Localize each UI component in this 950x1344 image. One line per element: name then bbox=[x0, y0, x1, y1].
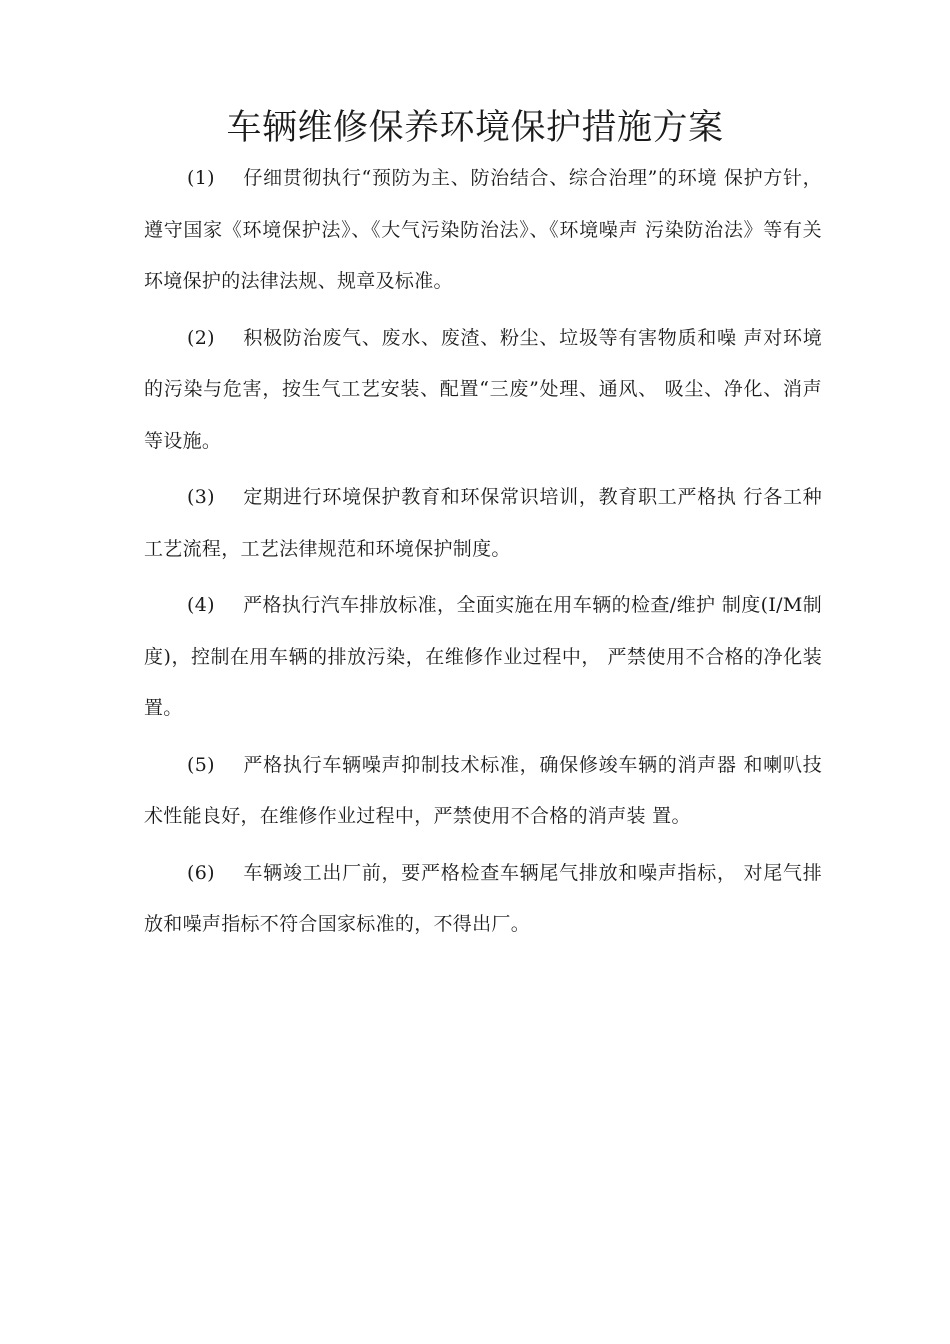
paragraph-number: (5) bbox=[187, 753, 215, 776]
paragraph-number: (3) bbox=[187, 486, 215, 508]
paragraph-text: 严格执行汽车排放标准，全面实施在用车辆的检查/维护 制度(I/M制度)，控制在用车辆的排放污染，在维修作业过程中， 严禁使用不合格的净化装置。 bbox=[144, 594, 822, 719]
paragraph-text: 定期进行环境保护教育和环保常识培训，教育职工严格执 行各工种工艺流程，工艺法律规范和环境保护制度。 bbox=[144, 486, 822, 560]
paragraph-text: 车辆竣工出厂前，要严格检查车辆尾气排放和噪声指标， 对尾气排放和噪声指标不符合国家标准的，不得出厂。 bbox=[144, 861, 822, 935]
paragraph-4 bbox=[144, 580, 822, 735]
document-body bbox=[144, 153, 822, 956]
paragraph-number: (6) bbox=[187, 861, 215, 884]
paragraph-number: (2) bbox=[187, 326, 215, 349]
paragraph-5 bbox=[144, 740, 822, 843]
paragraph-6 bbox=[144, 848, 822, 951]
paragraph-text: 积极防治废气、废水、废渣、粉尘、垃圾等有害物质和噪 声对环境的污染与危害，按生气工艺安装、配置“三废”处理、通风、 吸尘、净化、消声等设施。 bbox=[144, 326, 822, 452]
paragraph-number: (1) bbox=[187, 167, 215, 189]
document-title: 车辆维修保养环境保护措施方案 bbox=[226, 108, 724, 148]
paragraph-text: 仔细贯彻执行“预防为主、防治结合、综合治理”的环境 保护方针，遵守国家《环境保护法》、《大气污染防治法》、《环境噪声 污染防治法》等有关环境保护的法律法规、规章及标准。 bbox=[144, 167, 822, 292]
paragraph-3 bbox=[144, 472, 822, 575]
paragraph-number: (4) bbox=[187, 594, 215, 616]
paragraph-2 bbox=[144, 313, 822, 468]
paragraph-text: 严格执行车辆噪声抑制技术标准，确保修竣车辆的消声器 和喇叭技术性能良好，在维修作业过程中，严禁使用不合格的消声装 置。 bbox=[144, 753, 822, 827]
paragraph-1 bbox=[144, 153, 822, 308]
